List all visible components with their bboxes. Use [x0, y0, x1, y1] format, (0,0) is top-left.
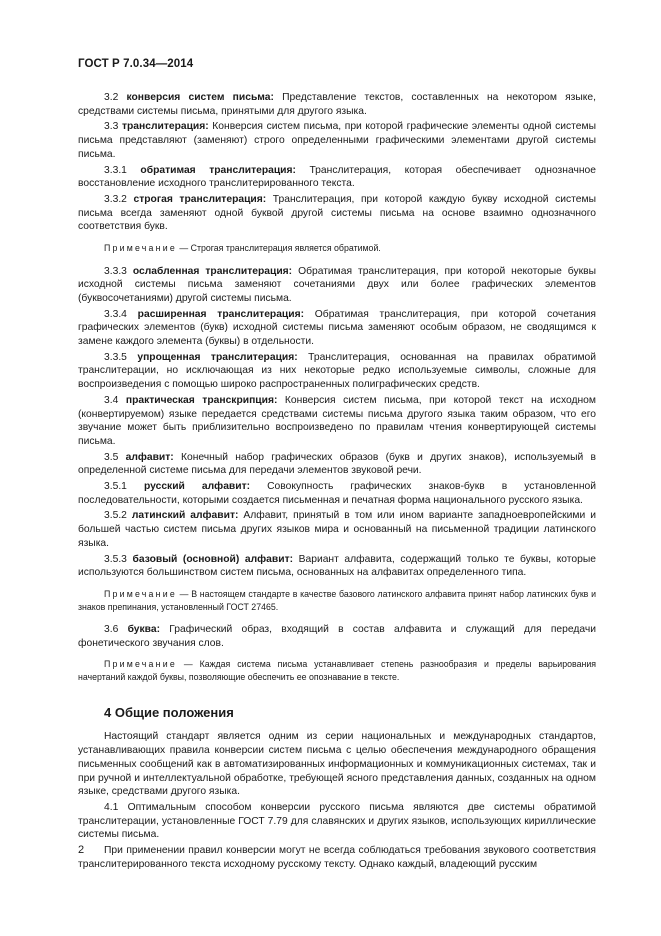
defined-term: практическая транскрипция: — [125, 394, 278, 406]
clause-paragraph — [78, 308, 596, 349]
clause-text: Алфавит, принятый в том или ином варианте западноевропейскими и большей частью систем письма других языков мира и основанный на письменной традиции латинского языка. — [78, 510, 596, 549]
clause-text: Транслитерация, которая обеспечивает однозначное восстановление исходного транслитерированного текста. — [78, 164, 596, 190]
clause-text: Настоящий стандарт является одним из серии национальных и международных стандартов, устанавливающих правила конверсии систем письма с целью обеспечения международного обращения письменных сообщений как в автоматизированных информационных и коммуникационных системах, так и при ручной и интеллектуальной обработке, требующей ясного представления данных, созданных на одном языке, средствами другого языка. — [78, 731, 596, 798]
clause-text: Графический образ, входящий в состав алфавита и служащий для передачи фонетического звучания слов. — [78, 624, 596, 649]
defined-term: латинский алфавит: — [131, 510, 239, 522]
clause-text: Конечный набор графических образов (букв и других знаков), используемый в определенной системе письма для передачи элементов звуковой речи. — [78, 451, 596, 477]
clause-paragraph — [78, 120, 596, 161]
note-paragraph — [78, 658, 596, 683]
clause-paragraph — [78, 351, 596, 392]
clause-paragraph — [78, 480, 596, 507]
clause-paragraph — [78, 553, 596, 580]
clause-number: 3.3.1 — [104, 164, 127, 176]
clause-number: 3.3.2 — [104, 193, 127, 205]
clause-text: Вариант алфавита, содержащий только те буквы, которые используются большинством систем письма, основанных на алфавитах определенного типа. — [78, 553, 596, 579]
clause-number: 3.5.1 — [104, 481, 127, 493]
clause-paragraph — [78, 91, 596, 118]
defined-term: буква: — [127, 624, 161, 635]
clause-paragraph — [78, 730, 596, 799]
clause-text: Обратимая транслитерация, при которой некоторые буквы исходной системы письма заменяют сочетаниями двух или более графических элементов (буквосочетаниями) другой системы письма. — [78, 265, 596, 304]
clause-number: 3.3.5 — [104, 351, 127, 363]
clause-number: 3.4 — [104, 394, 119, 406]
clause-number: 3.3.3 — [104, 265, 127, 277]
clause-text: Конверсия систем письма, при которой текст на исходном (конвертируемом) языке передается средствами системы письма другого языка таким образом, что его звучание может быть приблизительно воспроизведено по правилам чтения конвертирующей системы письма. — [78, 394, 596, 447]
note-label: Примечание — [104, 659, 177, 670]
clause-number: 4.1 — [104, 801, 119, 813]
section-heading: 4 Общие положения — [104, 705, 234, 721]
defined-term: алфавит: — [125, 451, 174, 463]
clause-paragraph — [78, 509, 596, 550]
clause-paragraph — [78, 801, 596, 842]
defined-term: обратимая транслитерация: — [140, 164, 296, 176]
clause-paragraph — [78, 193, 596, 234]
document-body — [78, 91, 596, 873]
clause-paragraph — [78, 394, 596, 449]
clause-number: 3.3.4 — [104, 308, 127, 320]
clause-text: Транслитерация, основанная на правилах обратимой транслитерации, но исключающая из них некоторые редко используемые символы, сложные для воспроизведения с помощью широко распространенных полиграфических средств. — [78, 351, 596, 391]
clause-text: При применении правил конверсии могут не всегда соблюдаться требования звукового соответствия транслитерированного текста исходному русскому тексту. Однако каждый, владеющий русским — [78, 845, 596, 870]
defined-term: упрощенная транслитерация: — [137, 351, 298, 363]
defined-term: конверсия систем письма: — [126, 92, 274, 103]
note-text: — Каждая система письма устанавливает степень разнообразия и пределы варьирования начертаний каждой буквы, позволяющие обеспечить ее опознавание в тексте. — [78, 659, 596, 682]
clause-paragraph — [78, 164, 596, 191]
clause-text: Конверсия систем письма, при которой графические элементы одной системы письма представляют (заменяют) строго определенными графическими элементами другой системы письма. — [78, 121, 596, 160]
clause-paragraph — [78, 451, 596, 478]
defined-term: строгая транслитерация: — [133, 193, 267, 205]
note-text: — В настоящем стандарте в качестве базового латинского алфавита принят набор латинских букв и знаков препинания, установленный ГОСТ 27465. — [78, 589, 596, 612]
clause-number: 3.6 — [104, 624, 119, 635]
page-number: 2 — [78, 844, 85, 856]
defined-term: расширенная транслитерация: — [137, 308, 305, 320]
clause-number: 3.5 — [104, 451, 119, 463]
clause-paragraph — [78, 265, 596, 306]
clause-text: Транслитерация, при которой каждую букву исходной системы письма всегда заменяют одной буквой другой системы письма на основе взаимно однозначного соответствия букв. — [78, 193, 596, 233]
clause-number: 3.3 — [104, 121, 119, 133]
note-text: — Строгая транслитерация является обратимой. — [176, 243, 381, 254]
defined-term: ослабленная транслитерация: — [132, 265, 293, 277]
document-header: ГОСТ Р 7.0.34—2014 — [78, 58, 194, 70]
clause-number: 3.5.2 — [104, 510, 127, 522]
defined-term: русский алфавит: — [143, 481, 251, 493]
defined-term: транслитерация: — [121, 121, 209, 133]
note-paragraph — [78, 588, 596, 613]
clause-number: 3.2 — [104, 92, 119, 103]
clause-text: Обратимая транслитерация, при которой сочетания графических элементов (букв) исходной системы письма заменяют особым образом, не сводящимся к замене каждого элемента (буквы) в отдельности. — [78, 308, 597, 348]
clause-text: Представление текстов, составленных на некотором языке, средствами системы письма, принятыми для другого языка. — [78, 92, 596, 117]
clause-paragraph — [78, 623, 596, 650]
clause-text: Совокупность графических знаков-букв в установленной последовательности, которыми создается письменная и печатная форма национального русского языка. — [78, 481, 596, 506]
note-label: Примечание — [104, 243, 177, 254]
clause-paragraph — [78, 844, 596, 871]
clause-text: Оптимальным способом конверсии русского письма являются две системы обратимой транслитерации, установленные ГОСТ 7.79 для славянских и других языков, использующих кириллические системы письма. — [78, 801, 596, 841]
defined-term: базовый (основной) алфавит: — [132, 553, 294, 565]
note-paragraph — [78, 242, 596, 255]
clause-number: 3.5.3 — [104, 553, 127, 565]
note-label: Примечание — [104, 589, 177, 599]
